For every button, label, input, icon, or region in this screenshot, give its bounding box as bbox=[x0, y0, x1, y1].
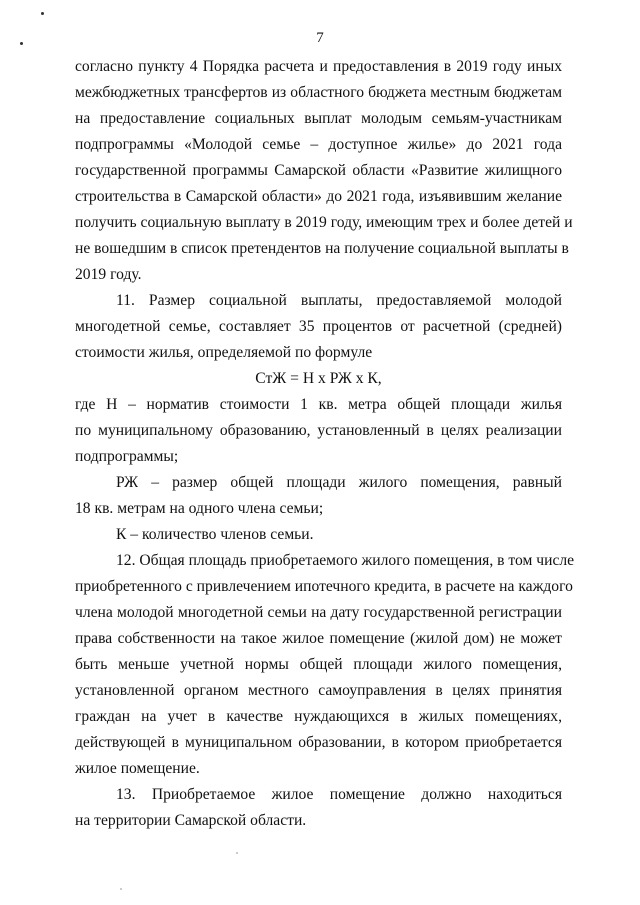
document-body bbox=[75, 54, 575, 834]
paragraph-11-start: 11. Размер социальной выплаты, предоставляемой молодой bbox=[116, 292, 562, 309]
scan-speck bbox=[236, 852, 238, 854]
text-line: стоимости жилья, определяемой по формуле bbox=[75, 344, 373, 361]
text-line: согласно пункту 4 Порядка расчета и предоставления в 2019 году иных bbox=[75, 58, 562, 75]
text-line: 2019 году. bbox=[75, 266, 142, 283]
scan-speck bbox=[120, 888, 122, 890]
text-line: государственной программы Самарской области «Развитие жилищного bbox=[75, 162, 562, 179]
text-line: получить социальную выплату в 2019 году, имеющим трех и более детей и bbox=[75, 214, 573, 231]
text-line: подпрограммы «Молодой семье – доступное жилье» до 2021 года bbox=[75, 136, 562, 153]
text-line: жилое помещение. bbox=[75, 760, 200, 777]
text-line: по муниципальному образованию, установленный в целях реализации bbox=[75, 422, 562, 439]
scan-mark bbox=[41, 12, 44, 15]
text-line: установленной органом местного самоуправления в целях принятия bbox=[75, 682, 562, 699]
text-line: на территории Самарской области. bbox=[75, 812, 307, 829]
text-line: РЖ – размер общей площади жилого помещения, равный bbox=[116, 474, 562, 491]
text-line: межбюджетных трансфертов из областного бюджета местным бюджетам bbox=[75, 84, 562, 101]
text-line: на предоставление социальных выплат молодым семьям-участникам bbox=[75, 110, 562, 127]
text-line: приобретенного с привлечением ипотечного кредита, в расчете на каждого bbox=[75, 578, 573, 595]
text-line: многодетной семье, составляет 35 процентов от расчетной (средней) bbox=[75, 318, 562, 335]
formula: СтЖ = Н х РЖ х К, bbox=[255, 370, 382, 387]
text-line: подпрограммы; bbox=[75, 448, 179, 465]
text-line: 18 кв. метрам на одного члена семьи; bbox=[75, 500, 324, 517]
text-line: члена молодой многодетной семьи на дату государственной регистрации bbox=[75, 604, 562, 621]
text-line: где Н – норматив стоимости 1 кв. метра общей площади жилья bbox=[75, 396, 562, 413]
paragraph-13-start: 13. Приобретаемое жилое помещение должно находиться bbox=[116, 786, 562, 803]
text-line: действующей в муниципальном образовании, в котором приобретается bbox=[75, 734, 562, 751]
text-line: быть меньше учетной нормы общей площади жилого помещения, bbox=[75, 656, 562, 673]
text-line: права собственности на такое жилое помещение (жилой дом) не может bbox=[75, 630, 562, 647]
text-line: граждан на учет в качестве нуждающихся в жилых помещениях, bbox=[75, 708, 562, 725]
text-line: не вошедшим в список претендентов на получение социальной выплаты в bbox=[75, 240, 569, 257]
paragraph-12-start: 12. Общая площадь приобретаемого жилого помещения, в том числе bbox=[116, 552, 575, 569]
page-number: 7 bbox=[316, 30, 324, 46]
text-line: К – количество членов семьи. bbox=[116, 526, 314, 543]
text-line: строительства в Самарской области» до 2021 года, изъявившим желание bbox=[75, 188, 562, 205]
